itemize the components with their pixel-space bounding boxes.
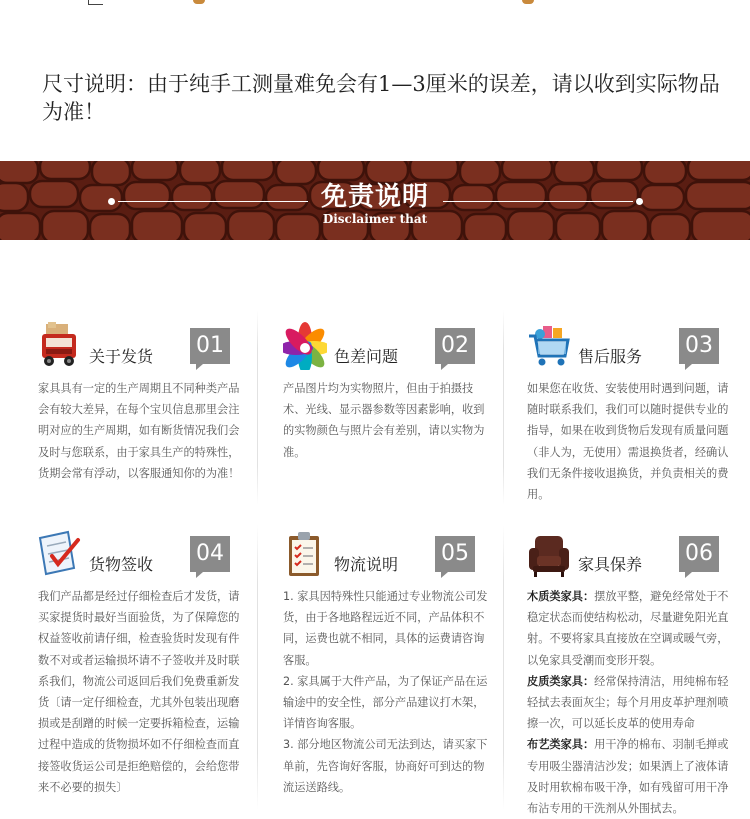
care-item-label: 皮质类家具： xyxy=(527,674,595,688)
delivery-truck-icon xyxy=(38,322,82,370)
section-body xyxy=(283,586,488,798)
size-note: 尺寸说明：由于纯手工测量难免会有1—3厘米的误差，请以收到实际物品为准！ xyxy=(42,72,720,124)
care-item-text: 用干净的棉布、羽制毛掸或专用吸尘器清洁沙发；如果洒上了液体请及时用软棉布吸干净，如有残留可用干净布沾专用的干洗剂从外围拭去。 xyxy=(527,738,729,816)
top-ornament-right xyxy=(522,0,534,4)
color-wheel-icon xyxy=(283,322,327,370)
care-item-label: 木质类家具： xyxy=(527,590,595,603)
section-title: 家具保养 xyxy=(578,555,643,574)
divider-vertical xyxy=(257,310,258,505)
section-title: 售后服务 xyxy=(578,347,643,366)
banner-subtitle: Disclaimer that xyxy=(322,212,428,226)
armchair-icon xyxy=(527,530,571,578)
banner-title: 免责说明 xyxy=(320,182,429,212)
section-body: 产品图片均为实物照片，但由于拍摄技术、光线、显示器参数等因素影响，收到的实物颜色与照片会有差别，请以实物为准。 xyxy=(283,382,485,459)
shopping-cart-icon xyxy=(527,322,571,370)
clipboard-icon xyxy=(283,530,327,578)
divider-vertical xyxy=(503,310,504,505)
section-number-badge: 06 xyxy=(679,536,719,572)
checklist-icon xyxy=(38,530,82,578)
section-number-badge: 05 xyxy=(435,536,475,572)
section-body xyxy=(527,586,732,819)
logistics-paragraph: 2. 家具属于大件产品，为了保证产品在运输途中的安全性，部分产品建议打木架，详情咨询客服。 xyxy=(283,674,488,731)
section-number-badge: 04 xyxy=(190,536,230,572)
section-body: 我们产品都是经过仔细检查后才发货，请买家提货时最好当面验货，为了保障您的权益签收前请仔细，检查验货时发现有件数不对或者运输损坏请不子签收并及时联系我们，物流公司返回后我们免费重新发货〔请一定仔细检查，尤其外包装出现磨损或是刮蹭的时候一定要拆箱检查，运输过程中造成的货物损坏如不仔细检查而直接签收货运公司是拒绝赔偿的，会给您带来不必要的损失〕 xyxy=(38,590,240,794)
divider-vertical xyxy=(503,525,504,810)
care-item-text: 摆放平整，避免经常处于不稳定状态而使结构松动，尽量避免阳光直射。不要将家具直接放在空调或暖气旁，以免家具受潮而变形开裂。 xyxy=(527,590,729,667)
section-number-badge: 03 xyxy=(679,328,719,364)
section-body: 如果您在收货、安装使用时遇到问题，请随时联系我们，我们可以随时提供专业的指导，如果在收到货物后发现有质量问题（非人为，无使用）需退换货者，经确认我们无条件接收退换货，并负责相关的费用。 xyxy=(527,382,729,502)
top-ornament-left xyxy=(193,0,205,4)
top-corner-mark xyxy=(88,0,103,5)
section-number-badge: 01 xyxy=(190,328,230,364)
divider-vertical xyxy=(257,525,258,810)
section-number-badge: 02 xyxy=(435,328,475,364)
section-title: 色差问题 xyxy=(334,347,399,366)
section-title: 关于发货 xyxy=(89,347,154,366)
care-item-text: 经常保持清洁，用纯棉布轻轻拭去表面灰尘；每个月用皮革护理剂喷擦一次，可以延长皮革的使用寿命 xyxy=(527,674,729,731)
care-item-label: 布艺类家具： xyxy=(527,738,595,752)
section-title: 物流说明 xyxy=(334,555,399,574)
section-body: 家具具有一定的生产周期且不同种类产品会有较大差异，在每个宝贝信息那里会注明对应的生产周期，如有断货情况我们会及时与您联系，由于家具生产的特殊性，货期会常有浮动，以客服通知你的为准！ xyxy=(38,382,240,480)
logistics-paragraph: 3. 部分地区物流公司无法到达，请买家下单前，先咨询好客服，协商好可到达的物流运送路线。 xyxy=(283,738,488,794)
logistics-paragraph: 1. 家具因特殊性只能通过专业物流公司发货，由于各地路程远近不同，产品体积不同，运费也就不相同，具体的运费请咨询客服。 xyxy=(283,590,488,667)
section-title: 货物签收 xyxy=(89,555,154,574)
